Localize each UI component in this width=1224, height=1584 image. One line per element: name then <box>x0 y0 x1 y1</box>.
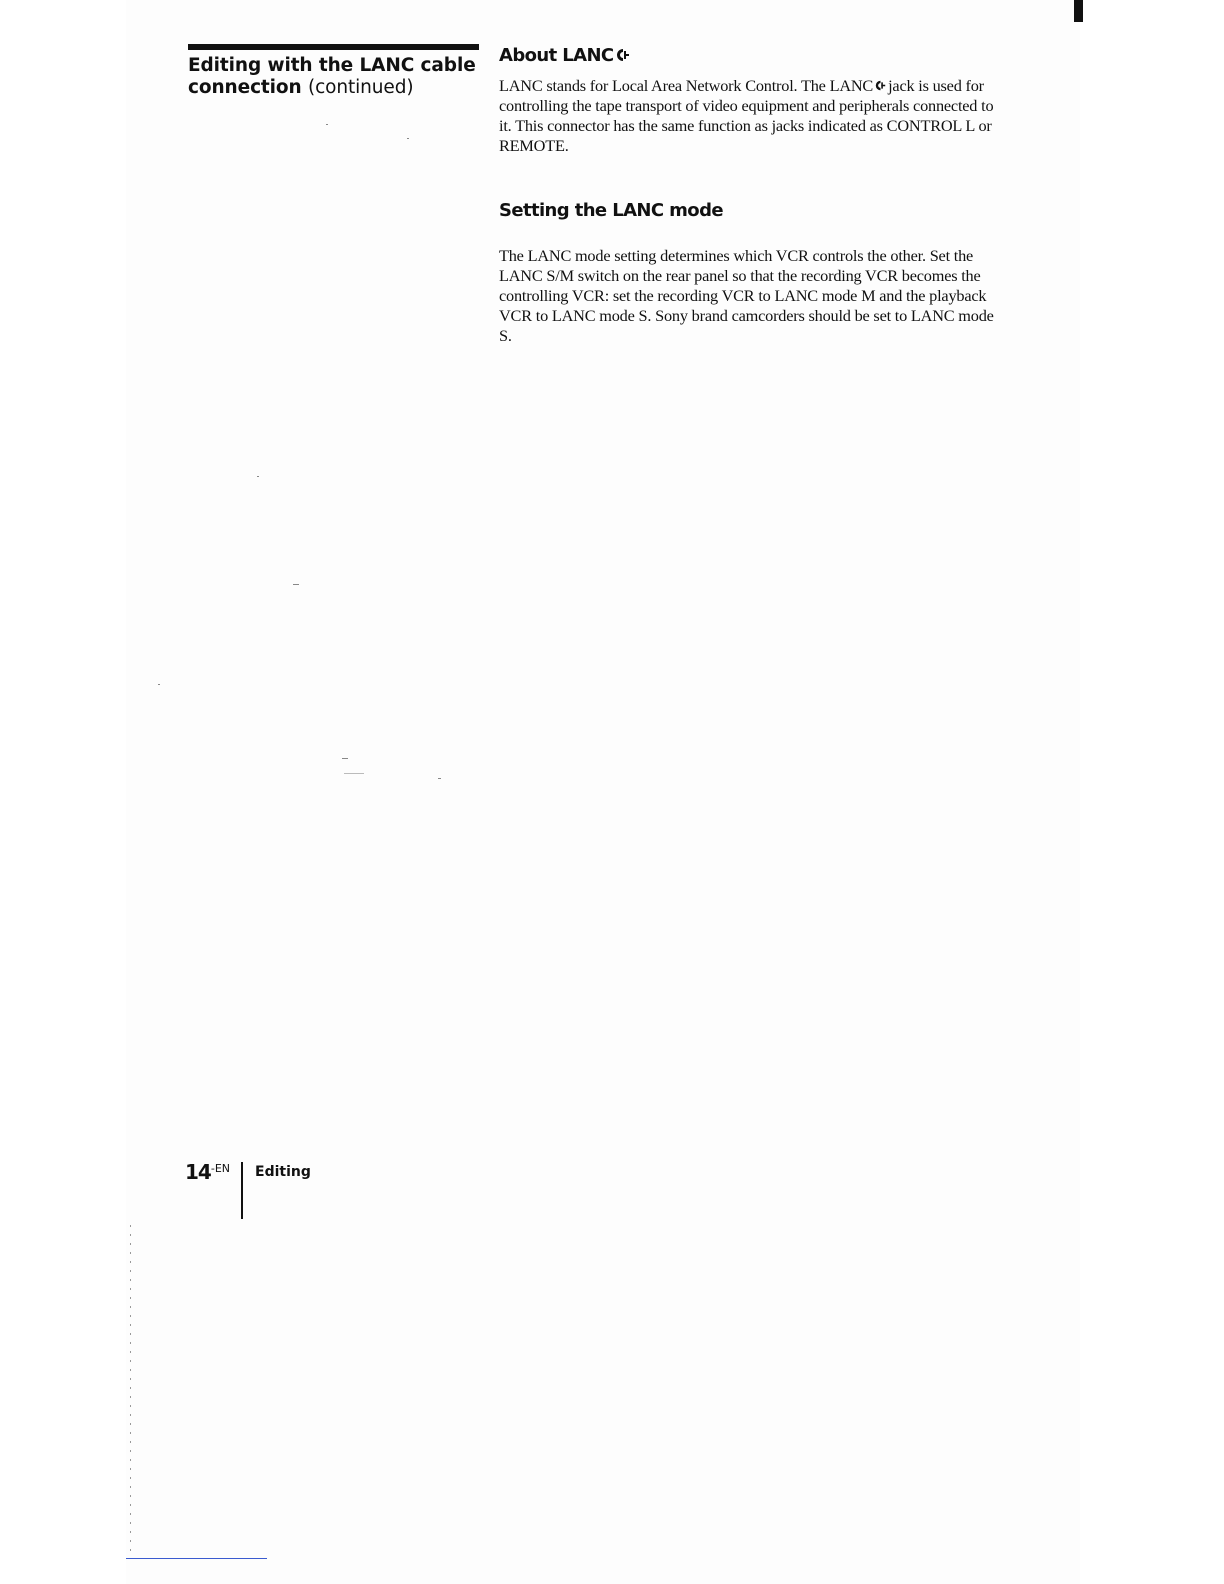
left-column <box>188 44 480 99</box>
main-content <box>499 44 999 346</box>
lanc-icon <box>616 48 630 62</box>
scan-speck <box>342 758 348 759</box>
section-rule <box>188 44 479 50</box>
scan-speck <box>344 773 364 774</box>
footer-divider <box>241 1162 243 1219</box>
scan-speck <box>438 778 441 779</box>
page-footer <box>185 1160 385 1220</box>
section-title-main: Editing with the LANC cable connection <box>188 55 476 98</box>
scan-edge-line <box>126 1558 267 1559</box>
page-number-value: 14 <box>185 1160 211 1184</box>
scan-speck <box>407 138 409 139</box>
scan-speck <box>257 476 259 477</box>
about-text-part-1: LANC stands for Local Area Network Control. The LANC <box>499 76 874 95</box>
about-lanc-paragraph <box>499 76 999 156</box>
page-number <box>185 1160 230 1184</box>
footer-section-name: Editing <box>255 1164 311 1180</box>
scan-speck <box>293 584 299 585</box>
about-text-part-2: jack is used for controlling the tape transport of video equipment and peripherals connected to it. This connector has the same function as jacks indicated as CONTROL L or REMOTE. <box>499 76 994 155</box>
section-title <box>188 55 480 99</box>
scan-speck <box>326 124 328 125</box>
page-number-suffix: -EN <box>210 1162 230 1175</box>
scan-speck <box>158 684 160 685</box>
setting-lanc-mode-paragraph: The LANC mode setting determines which VCR controls the other. Set the LANC S/M switch on the rear panel so that the recording VCR becomes the controlling VCR: set the recording VCR to LANC mode M and the playback VCR to LANC mode S. Sony brand camcorders should be set to LANC mode S. <box>499 246 994 345</box>
about-lanc-heading <box>499 44 999 68</box>
scan-edge-artifact <box>130 1225 131 1555</box>
lanc-icon <box>875 80 886 91</box>
about-lanc-heading-text: About LANC <box>499 45 614 66</box>
setting-lanc-mode-heading: Setting the LANC mode <box>499 200 723 221</box>
section-tab-marker <box>1074 0 1083 22</box>
section-title-continued: (continued) <box>307 77 414 98</box>
